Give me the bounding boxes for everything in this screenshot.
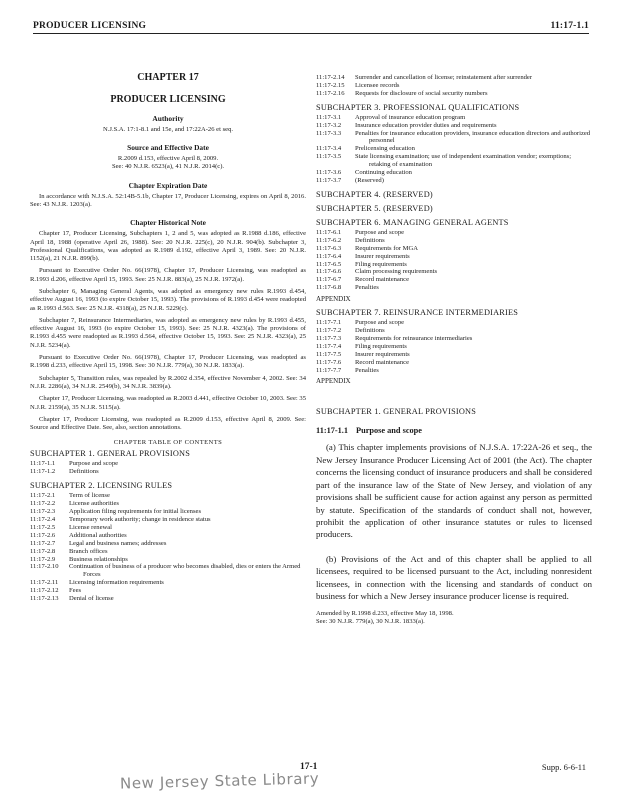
toc-entry <box>30 460 306 468</box>
toc-entry <box>30 468 306 476</box>
toc-entry <box>316 335 592 343</box>
toc-entry <box>316 153 592 169</box>
header-title: PRODUCER LICENSING <box>33 21 147 31</box>
toc-entry <box>30 563 306 579</box>
toc-entry <box>30 548 306 556</box>
toc-entry <box>30 500 306 508</box>
toc-entry-title: Definitions <box>69 468 99 476</box>
toc-entry-number: 11:17-6.2 <box>316 236 342 244</box>
authority-heading: Authority <box>152 114 184 123</box>
toc-entry <box>316 74 592 82</box>
toc-entries <box>30 460 306 476</box>
toc-entry-title: State licensing examination; use of independent examination vendor; exemptions; retaking of examination <box>355 153 572 169</box>
toc-entry-title: Insurer requirements <box>355 350 410 358</box>
toc-entry-number: 11:17-1.1 <box>30 460 56 468</box>
toc-entry-title: Requests for disclosure of social security numbers <box>355 89 488 97</box>
chapter-name: PRODUCER LICENSING <box>110 94 226 105</box>
toc-subchapter-6: SUBCHAPTER 6. MANAGING GENERAL AGENTS <box>316 217 509 227</box>
history-paragraph: Chapter 17, Producer Licensing, Subchapters 1, 2 and 5, was adopted as R.1988 d.186, effective April 18, 1988 (operative April 26, 1988). See: 20 N.J.R. 225(c), 20 N.J.R. 904(b). Subchapter 3, Professional Qualifications, was adopted as R.1989 d.192, effective April 3, 1989. See: 20 N.J.R. 1152(a), 21 N.J.R. 899(b). <box>30 230 306 263</box>
toc-entry <box>316 367 592 375</box>
toc-entry <box>30 595 306 603</box>
toc-entry <box>316 284 592 292</box>
header-section-number: 11:17-1.1 <box>550 21 589 31</box>
history-paragraph: Chapter 17, Producer Licensing, was readopted as R.2009 d.153, effective April 8, 2009. See: Source and Effective Date. See, also, section annotations. <box>30 415 306 432</box>
toc-entry-title: Licensee records <box>355 81 400 89</box>
toc-entry-number: 11:17-7.1 <box>316 319 342 327</box>
toc-entry-title: Application filing requirements for initial licenses <box>69 508 202 516</box>
toc-entry-title: Business relationships <box>69 555 128 563</box>
toc-entry-title: Denial of license <box>69 595 114 603</box>
toc-entry <box>316 319 592 327</box>
toc-entry <box>316 327 592 335</box>
toc-entry <box>30 579 306 587</box>
toc-entry-number: 11:17-6.6 <box>316 268 342 276</box>
toc-entry <box>316 169 592 177</box>
toc-entry-number: 11:17-2.7 <box>30 539 56 547</box>
toc-entry <box>316 177 592 185</box>
toc-entry-title: Temporary work authority; change in residence status <box>69 515 211 523</box>
toc-entry-title: Legal and business names; addresses <box>69 539 167 547</box>
history-heading: Chapter Historical Note <box>130 218 206 228</box>
toc-entry-title: Record maintenance <box>355 276 410 284</box>
toc-entry-number: 11:17-2.4 <box>30 515 56 523</box>
source-line: See: 40 N.J.R. 6523(a), 41 N.J.R. 2014(c). <box>111 163 225 171</box>
toc-entry <box>316 237 592 245</box>
toc-entry <box>316 82 592 90</box>
expiration-heading: Chapter Expiration Date <box>128 180 208 190</box>
toc-entry-number: 11:17-2.12 <box>30 587 59 595</box>
section-number: 11:17-1.1 <box>316 426 349 436</box>
toc-entry <box>316 90 592 98</box>
authority-text: N.J.S.A. 17:1-8.1 and 15e, and 17:22A-26 et seq. <box>102 126 234 133</box>
toc-entry <box>316 245 592 253</box>
toc-entry-number: 11:17-2.10 <box>30 563 59 571</box>
toc-entry-number: 11:17-7.7 <box>316 366 342 374</box>
toc-entry <box>30 508 306 516</box>
toc-entry-title: Filing requirements <box>355 342 407 350</box>
toc-entry <box>316 229 592 237</box>
toc-entry-title: Purpose and scope <box>355 319 405 327</box>
toc-entry-number: 11:17-2.2 <box>30 500 56 508</box>
toc-entry <box>30 532 306 540</box>
toc-entry <box>30 524 306 532</box>
header-rule <box>33 33 589 34</box>
toc-entry-title: Requirements for MGA <box>355 244 418 252</box>
toc-entry-title: Continuing education <box>355 169 412 177</box>
amendment-line: See: 30 N.J.R. 779(a), 30 N.J.R. 1833(a). <box>316 618 425 626</box>
left-column <box>30 66 306 603</box>
toc-entry <box>316 145 592 153</box>
toc-entry-title: Term of license <box>69 492 110 500</box>
paragraph-a: (a) This chapter implements provisions of N.J.S.A. 17:22A-26 et seq., the New Jersey Insurance Producer Licensing Act of 2001 (the Act). The chapter concerns the licensing conduct of insurance producers and shall be considered part of the insurance law of the State of New Jersey, and violation of any provisions shall be sufficient cause for action against any person as permitted by statute. Specification of the standards of conduct shall not, however, prohibit the application of other insurance statutes or rules to licensed producers. <box>316 442 592 540</box>
history-paragraph: Subchapter 7, Reinsurance Intermediaries, was adopted as emergency new rules by R.1993 d.455, effective August 16, 1993 (to expire October 15, 1993). See: 25 N.J.R. 4323(a). The provisions of R.1993 d.455 were readopted as R.1993 d.564, effective October 15, 1993. See: 25 N.J.R. 4323(a), 25 N.J.R. 5234(a). <box>30 316 306 349</box>
toc-entry <box>316 253 592 261</box>
toc-entries <box>316 229 592 292</box>
toc-entry <box>30 587 306 595</box>
toc-entry <box>316 261 592 269</box>
toc-entry-number: 11:17-2.5 <box>30 523 56 531</box>
toc-entry-number: 11:17-1.2 <box>30 468 56 476</box>
toc-entry-number: 11:17-7.3 <box>316 334 342 342</box>
paragraph-b: (b) Provisions of the Act and of this chapter shall be applied to all licensees, required to be licensed pursuant to the Act, including nonresident licensees, in connection with the licensing and standards of conduct on business for which a New Jersey insurance producer license is required. <box>316 553 592 601</box>
source-text <box>30 155 306 171</box>
toc-entry-number: 11:17-3.4 <box>316 145 342 153</box>
amendment-line: Amended by R.1998 d.233, effective May 18, 1998. <box>316 610 454 618</box>
toc-entry-number: 11:17-3.3 <box>316 129 342 137</box>
toc-entry-title: License authorities <box>69 500 119 508</box>
toc-entry-number: 11:17-2.16 <box>316 89 345 97</box>
toc-entry-title: License renewal <box>69 523 113 531</box>
history-paragraph: Pursuant to Executive Order No. 66(1978), Chapter 17, Producer Licensing, was readopted as R.1993 d.206, effective April 15, 1993. See: 25 N.J.R. 883(a), 25 N.J.R. 1972(a). <box>30 267 306 283</box>
history-paragraph: Subchapter 6, Managing General Agents, was adopted as emergency new rules R.1993 d.454, effective August 16, 1993 (to expire October 15, 1993). The provisions of R.1993 d.454 were readopted as R.1993 d.563. See: 25 N.J.R. 4318(a), 25 N.J.R. 5229(c). <box>30 287 306 312</box>
toc-entry-title: Definitions <box>355 236 385 244</box>
toc-entry-title: Penalties <box>355 366 379 374</box>
toc-entry-number: 11:17-6.4 <box>316 252 342 260</box>
history-paragraph: Pursuant to Executive Order No. 66(1978), Chapter 17, Producer Licensing, was readopted as R.1998 d.233, effective April 15, 1998. See: 30 N.J.R. 779(a), 30 N.J.R. 1833(a). <box>30 354 306 370</box>
toc-subchapter-4: SUBCHAPTER 4. (RESERVED) <box>316 189 433 199</box>
toc-entry <box>316 351 592 359</box>
toc-entry-title: Insurer requirements <box>355 252 410 260</box>
supplement-date: Supp. 6-6-11 <box>541 762 586 772</box>
toc-entry-title: Filing requirements <box>355 260 407 268</box>
toc-entry-number: 11:17-6.7 <box>316 276 342 284</box>
toc-entry <box>316 122 592 130</box>
history-notes <box>30 230 306 432</box>
section-heading <box>316 426 592 435</box>
toc-entry <box>316 268 592 276</box>
toc-entry-number: 11:17-7.2 <box>316 327 342 335</box>
toc-entry-number: 11:17-2.14 <box>316 74 345 81</box>
toc-entry-title: Licensing information requirements <box>69 579 164 587</box>
toc-appendix: APPENDIX <box>316 377 351 386</box>
toc-entries <box>316 74 592 98</box>
toc-entry <box>30 556 306 564</box>
toc-entries <box>30 492 306 603</box>
toc-entry <box>316 359 592 367</box>
toc-entry-title: Penalties <box>355 284 379 292</box>
toc-entry-number: 11:17-3.6 <box>316 169 342 177</box>
toc-entry <box>316 276 592 284</box>
toc-entry-number: 11:17-7.5 <box>316 350 342 358</box>
toc-entry-number: 11:17-2.11 <box>30 579 59 587</box>
toc-title: CHAPTER TABLE OF CONTENTS <box>113 439 223 447</box>
toc-entry-title: (Reserved) <box>355 176 384 184</box>
toc-entry-number: 11:17-3.2 <box>316 121 342 129</box>
toc-subchapter-7: SUBCHAPTER 7. REINSURANCE INTERMEDIARIES <box>316 308 519 318</box>
toc-subchapter-5: SUBCHAPTER 5. (RESERVED) <box>316 203 433 213</box>
toc-entries <box>316 114 592 185</box>
toc-entry-title: Insurance education provider duties and requirements <box>355 121 497 129</box>
page-number: 17-1 <box>300 762 318 772</box>
toc-entry-title: Requirements for reinsurance intermediaries <box>355 334 473 342</box>
source-heading: Source and Effective Date <box>127 143 209 153</box>
toc-entry-number: 11:17-6.8 <box>316 284 342 292</box>
running-header <box>33 17 589 33</box>
toc-entry-number: 11:17-3.5 <box>316 153 342 161</box>
toc-subchapter-2: SUBCHAPTER 2. LICENSING RULES <box>30 481 173 491</box>
toc-entry <box>30 516 306 524</box>
toc-appendix: APPENDIX <box>316 295 351 304</box>
toc-entry-title: Additional authorities <box>69 531 127 539</box>
toc-entry-number: 11:17-7.4 <box>316 342 342 350</box>
chapter-number: CHAPTER 17 <box>137 72 199 83</box>
toc-entry-title: Fees <box>69 587 82 595</box>
toc-entry <box>316 130 592 146</box>
toc-entry-number: 11:17-2.8 <box>30 547 56 555</box>
toc-entry-number: 11:17-6.1 <box>316 228 342 236</box>
toc-entry-number: 11:17-2.6 <box>30 531 56 539</box>
toc-entry <box>316 114 592 122</box>
toc-entry-title: Record maintenance <box>355 358 410 366</box>
source-line: R.2009 d.153, effective April 8, 2009. <box>117 155 219 163</box>
toc-entry-title: Penalties for insurance education providers, insurance education directors and authorized personnel <box>355 129 591 145</box>
toc-entry-number: 11:17-3.7 <box>316 176 342 184</box>
body-subchapter-heading: SUBCHAPTER 1. GENERAL PROVISIONS <box>316 407 477 417</box>
toc-entry-title: Purpose and scope <box>69 460 119 468</box>
toc-entry-number: 11:17-6.3 <box>316 244 342 252</box>
toc-entry-title: Approval of insurance education program <box>355 113 466 121</box>
right-column <box>316 74 592 626</box>
toc-entry-title: Prelicensing education <box>355 145 415 153</box>
toc-entry-number: 11:17-3.1 <box>316 113 342 121</box>
history-paragraph: Subchapter 5, Transition rules, was repealed by R.2002 d.354, effective November 4, 2002. See: 34 N.J.R. 2286(a), 34 N.J.R. 2549(b), 34 N.J.R. 3839(a). <box>30 374 306 390</box>
toc-entry-title: Definitions <box>355 327 385 335</box>
toc-entry-title: Claim processing requirements <box>355 268 438 276</box>
toc-entry <box>30 492 306 500</box>
toc-subchapter-3: SUBCHAPTER 3. PROFESSIONAL QUALIFICATIONS <box>316 102 520 112</box>
toc-entry-number: 11:17-2.9 <box>30 555 56 563</box>
history-paragraph: Chapter 17, Producer Licensing, was readopted as R.2003 d.441, effective October 10, 2003. See: 35 N.J.R. 2159(a), 35 N.J.R. 5115(a). <box>30 395 306 411</box>
library-watermark: New Jersey State Library <box>119 769 320 793</box>
toc-entry-title: Purpose and scope <box>355 228 405 236</box>
toc-entry-number: 11:17-7.6 <box>316 358 342 366</box>
expiration-text: In accordance with N.J.S.A. 52:14B-5.1b, Chapter 17, Producer Licensing, expires on April 8, 2016. See: 43 N.J.R. 1203(a). <box>30 192 306 208</box>
toc-entry-number: 11:17-2.13 <box>30 595 59 603</box>
toc-entry-number: 11:17-2.15 <box>316 81 345 89</box>
toc-entry-title: Continuation of business of a producer who becomes disabled, dies or enters the Armed Forces <box>69 563 301 579</box>
toc-entry-number: 11:17-2.3 <box>30 508 56 516</box>
toc-entry <box>30 540 306 548</box>
amendment-note <box>316 610 592 626</box>
toc-subchapter-1: SUBCHAPTER 1. GENERAL PROVISIONS <box>30 449 191 459</box>
section-title: Purpose and scope <box>356 426 422 436</box>
toc-entry-title: Branch offices <box>69 547 108 555</box>
toc-entries <box>316 319 592 374</box>
toc-entry-title: Surrender and cancellation of license; reinstatement after surrender <box>355 74 533 81</box>
toc-entry-number: 11:17-2.1 <box>30 492 56 500</box>
toc-entry-number: 11:17-6.5 <box>316 260 342 268</box>
toc-entry <box>316 343 592 351</box>
